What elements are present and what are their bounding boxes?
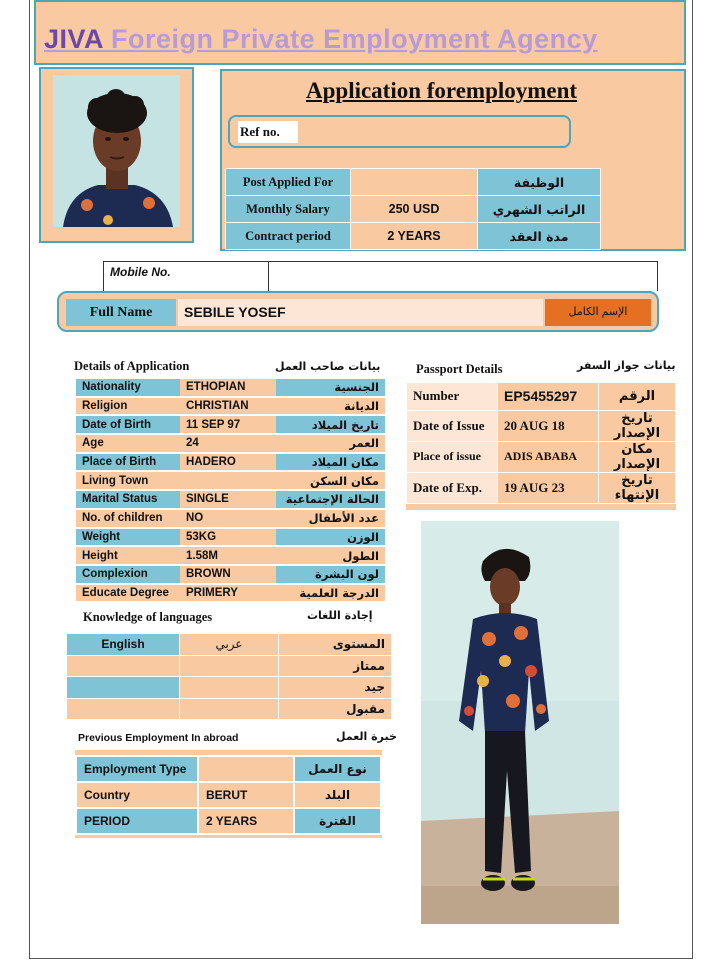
level-excellent: ممتاز (279, 655, 392, 677)
table-row (226, 223, 601, 250)
detail-value: ETHOPIAN (180, 379, 276, 397)
detail-value: BROWN (180, 565, 276, 584)
table-row (76, 490, 385, 509)
passport-table (406, 382, 676, 504)
post-arabic-label: الوظيفة (478, 169, 601, 196)
languages-title-arabic: إجادة اللغات (307, 609, 373, 622)
detail-value (180, 471, 276, 490)
employment-type-label: Employment Type (76, 756, 198, 782)
passport-title: Passport Details (416, 362, 503, 376)
detail-label: Marital Status (76, 490, 180, 509)
arabic-cell (180, 698, 279, 720)
languages-table (66, 633, 392, 720)
detail-arabic-label: عدد الأطفال (276, 509, 385, 528)
table-row (407, 472, 676, 503)
detail-value: PRIMERY (180, 584, 276, 603)
details-title: Details of Application (74, 359, 190, 373)
table-row (67, 677, 392, 699)
detail-value: 1.58M (180, 546, 276, 565)
contract-arabic-label: مدة العقد (478, 223, 601, 250)
arabic-header: عربي (180, 634, 279, 656)
table-row (76, 415, 385, 434)
detail-arabic-label: الحالة الإجتماعية (276, 490, 385, 509)
table-row (67, 698, 392, 720)
detail-value: NO (180, 509, 276, 528)
detail-label: Place of Birth (76, 453, 180, 472)
country-value: BERUT (198, 782, 294, 808)
mobile-divider (268, 262, 269, 291)
detail-label: No. of children (76, 509, 180, 528)
passport-issue-place-arabic: مكان الإصدار (599, 441, 676, 472)
period-label: PERIOD (76, 808, 198, 834)
passport-number-label: Number (407, 383, 498, 411)
table-row (407, 441, 676, 472)
agency-brand: JIVA (44, 24, 104, 54)
detail-label: Religion (76, 397, 180, 416)
detail-value: CHRISTIAN (180, 397, 276, 416)
full-body-photo (421, 521, 619, 924)
table-row (76, 808, 381, 834)
ref-no-field (228, 115, 571, 148)
detail-label: Age (76, 434, 180, 453)
table-row (76, 434, 385, 453)
passport-expiry-value: 19 AUG 23 (498, 472, 599, 503)
contract-label: Contract period (226, 223, 351, 250)
passport-title-arabic: بيانات جواز السفر (577, 359, 676, 372)
detail-label: Weight (76, 528, 180, 547)
previous-employment-table (75, 755, 382, 835)
table-row (407, 410, 676, 441)
table-row (226, 196, 601, 223)
table-row (76, 546, 385, 565)
arabic-cell (180, 655, 279, 677)
passport-issue-place-value: ADIS ABABA (498, 441, 599, 472)
table-row (76, 528, 385, 547)
detail-arabic-label: تاريخ الميلاد (276, 415, 385, 434)
detail-value: 53KG (180, 528, 276, 547)
detail-arabic-label: الطول (276, 546, 385, 565)
passport-issue-date-label: Date of Issue (407, 410, 498, 441)
table-row (76, 509, 385, 528)
salary-label: Monthly Salary (226, 196, 351, 223)
passport-expiry-label: Date of Exp. (407, 472, 498, 503)
country-arabic: البلد (294, 782, 381, 808)
english-cell (67, 655, 180, 677)
detail-arabic-label: لون البشرة (276, 565, 385, 584)
passport-number-value: EP5455297 (498, 383, 599, 411)
contract-value: 2 YEARS (351, 223, 478, 250)
table-row (76, 565, 385, 584)
detail-arabic-label: مكان السكن (276, 471, 385, 490)
previous-employment-title: Previous Employment In abroad (78, 732, 239, 744)
mobile-field (103, 261, 658, 291)
level-good: جيد (279, 677, 392, 699)
passport-issue-place-label: Place of issue (407, 441, 498, 472)
detail-value: 11 SEP 97 (180, 415, 276, 434)
level-header: المستوى (279, 634, 392, 656)
arabic-cell (180, 677, 279, 699)
detail-arabic-label: العمر (276, 434, 385, 453)
table-row (76, 453, 385, 472)
detail-value: 24 (180, 434, 276, 453)
detail-arabic-label: مكان الميلاد (276, 453, 385, 472)
detail-label: Nationality (76, 379, 180, 397)
agency-title (44, 24, 598, 55)
application-title: Application foremployment (306, 78, 578, 103)
table-row (76, 397, 385, 416)
table-row (407, 383, 676, 411)
detail-label: Living Town (76, 471, 180, 490)
table-row (76, 782, 381, 808)
details-title-arabic: بيانات صاحب العمل (275, 360, 381, 373)
detail-label: Educate Degree (76, 584, 180, 603)
ref-no-label: Ref no. (238, 121, 298, 143)
full-name-value: SEBILE YOSEF (178, 299, 543, 326)
portrait-photo-frame (39, 67, 194, 243)
languages-title: Knowledge of languages (83, 610, 213, 624)
mobile-label: Mobile No. (110, 265, 171, 279)
level-acceptable: مقبول (279, 698, 392, 720)
passport-number-arabic: الرقم (599, 383, 676, 411)
passport-expiry-arabic: تاريخ الإنتهاء (599, 472, 676, 503)
english-header: English (67, 634, 180, 656)
table-row (76, 756, 381, 782)
detail-arabic-label: الوزن (276, 528, 385, 547)
table-row (76, 379, 385, 397)
employment-type-value (198, 756, 294, 782)
detail-value: SINGLE (180, 490, 276, 509)
portrait-photo (53, 75, 180, 227)
english-cell (67, 698, 180, 720)
detail-label: Date of Birth (76, 415, 180, 434)
post-label: Post Applied For (226, 169, 351, 196)
table-row (76, 584, 385, 603)
table-row (226, 169, 601, 196)
country-label: Country (76, 782, 198, 808)
post-table (225, 168, 601, 250)
passport-issue-date-arabic: تاريخ الإصدار (599, 410, 676, 441)
table-row (67, 655, 392, 677)
previous-employment-title-arabic: خبرة العمل (336, 730, 397, 743)
english-cell (67, 677, 180, 699)
period-arabic: الفترة (294, 808, 381, 834)
salary-value: 250 USD (351, 196, 478, 223)
detail-value: HADERO (180, 453, 276, 472)
detail-label: Height (76, 546, 180, 565)
full-name-label: Full Name (66, 299, 176, 326)
employment-type-arabic: نوع العمل (294, 756, 381, 782)
table-row (67, 634, 392, 656)
passport-issue-date-value: 20 AUG 18 (498, 410, 599, 441)
detail-label: Complexion (76, 565, 180, 584)
salary-arabic-label: الراتب الشهري (478, 196, 601, 223)
detail-arabic-label: الدرجة العلمية (276, 584, 385, 603)
post-value (351, 169, 478, 196)
detail-arabic-label: الديانة (276, 397, 385, 416)
detail-arabic-label: الجنسية (276, 379, 385, 397)
table-row (76, 471, 385, 490)
period-value: 2 YEARS (198, 808, 294, 834)
full-name-arabic-label: الإسم الكامل (545, 299, 651, 326)
agency-name: Foreign Private Employment Agency (111, 24, 598, 54)
details-table (76, 379, 385, 603)
